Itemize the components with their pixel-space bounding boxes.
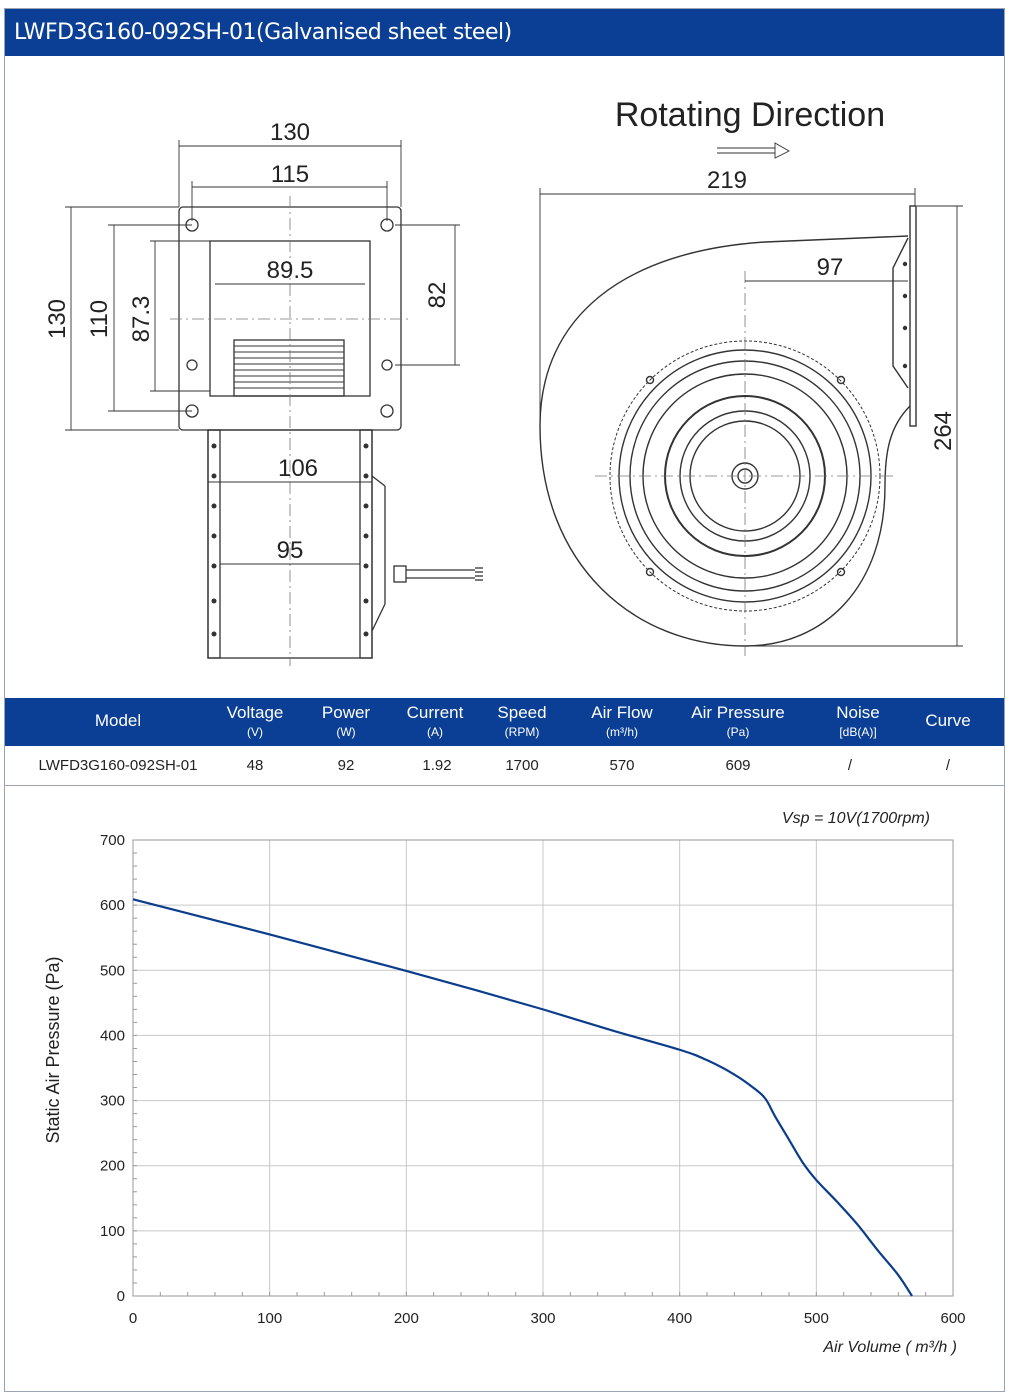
spec-table-header [5, 698, 1004, 746]
header-speed: Speed (RPM) [497, 703, 547, 739]
front-view-dimensions [44, 119, 451, 564]
cell-power: 92 [337, 757, 355, 774]
rotating-direction-label: Rotating Direction [614, 96, 886, 134]
dim-110: 110 [86, 299, 113, 339]
cell-model: LWFD3G160-092SH-01 [38, 757, 198, 774]
dim-130-top: 130 [269, 119, 311, 146]
y-tick-label: 100 [99, 1222, 125, 1240]
x-tick-label: 400 [667, 1310, 693, 1327]
header-current: Current (A) [406, 703, 464, 739]
y-tick-label: 600 [99, 897, 125, 915]
header-model: Model [94, 711, 142, 730]
front-view [65, 140, 483, 666]
y-tick-label: 500 [99, 962, 125, 980]
cell-voltage: 48 [246, 757, 264, 774]
y-tick-label: 200 [99, 1157, 125, 1175]
header-air-flow: Air Flow (m³/h) [591, 703, 653, 739]
dim-106: 106 [277, 455, 319, 482]
side-view [540, 143, 963, 656]
x-tick-label: 500 [803, 1310, 829, 1327]
dim-264: 264 [930, 410, 957, 452]
x-tick-label: 600 [940, 1310, 966, 1327]
x-tick-label: 300 [530, 1310, 556, 1327]
dim-115: 115 [270, 161, 310, 188]
x-tick-label: 100 [257, 1310, 283, 1327]
dim-89-5: 89.5 [266, 257, 314, 284]
vsp-annotation: Vsp = 10V(1700rpm) [781, 810, 930, 827]
dim-87-3: 87.3 [128, 295, 155, 343]
dim-82: 82 [424, 281, 451, 309]
header-power: Power (W) [321, 703, 371, 739]
y-axis-label: Static Air Pressure (Pa) [43, 956, 63, 1144]
header-noise: Noise [dB(A)] [836, 703, 880, 739]
x-tick-label: 200 [393, 1310, 419, 1327]
cell-air-flow: 570 [609, 757, 635, 774]
performance-chart [5, 786, 1004, 1392]
cell-noise: / [847, 757, 853, 774]
cell-current: 1.92 [422, 757, 452, 774]
technical-drawing [5, 56, 1004, 698]
x-axis-label: Air Volume ( m³/h ) [823, 1339, 957, 1356]
dim-97: 97 [816, 254, 844, 281]
chart-grid [133, 840, 953, 1296]
y-tick-labels [100, 832, 125, 1305]
cell-air-pressure: 609 [725, 757, 751, 774]
header-voltage: Voltage (V) [226, 703, 284, 739]
y-tick-label: 400 [99, 1027, 125, 1045]
spec-table-row [5, 747, 1004, 786]
dim-130-left: 130 [44, 298, 71, 340]
dim-219: 219 [706, 167, 748, 194]
dim-95: 95 [276, 537, 304, 564]
x-tick-label: 0 [128, 1310, 138, 1327]
page-title: LWFD3G160-092SH-01(Galvanised sheet steel) [5, 9, 1004, 56]
x-tick-labels [129, 1310, 966, 1327]
y-tick-label: 0 [116, 1288, 125, 1305]
pressure-curve [133, 899, 912, 1296]
cell-curve: / [945, 757, 951, 774]
y-tick-label: 700 [99, 832, 125, 849]
cell-speed: 1700 [505, 757, 539, 774]
y-tick-label: 300 [99, 1092, 125, 1110]
header-air-pressure: Air Pressure (Pa) [691, 703, 785, 739]
header-curve: Curve [925, 711, 971, 730]
